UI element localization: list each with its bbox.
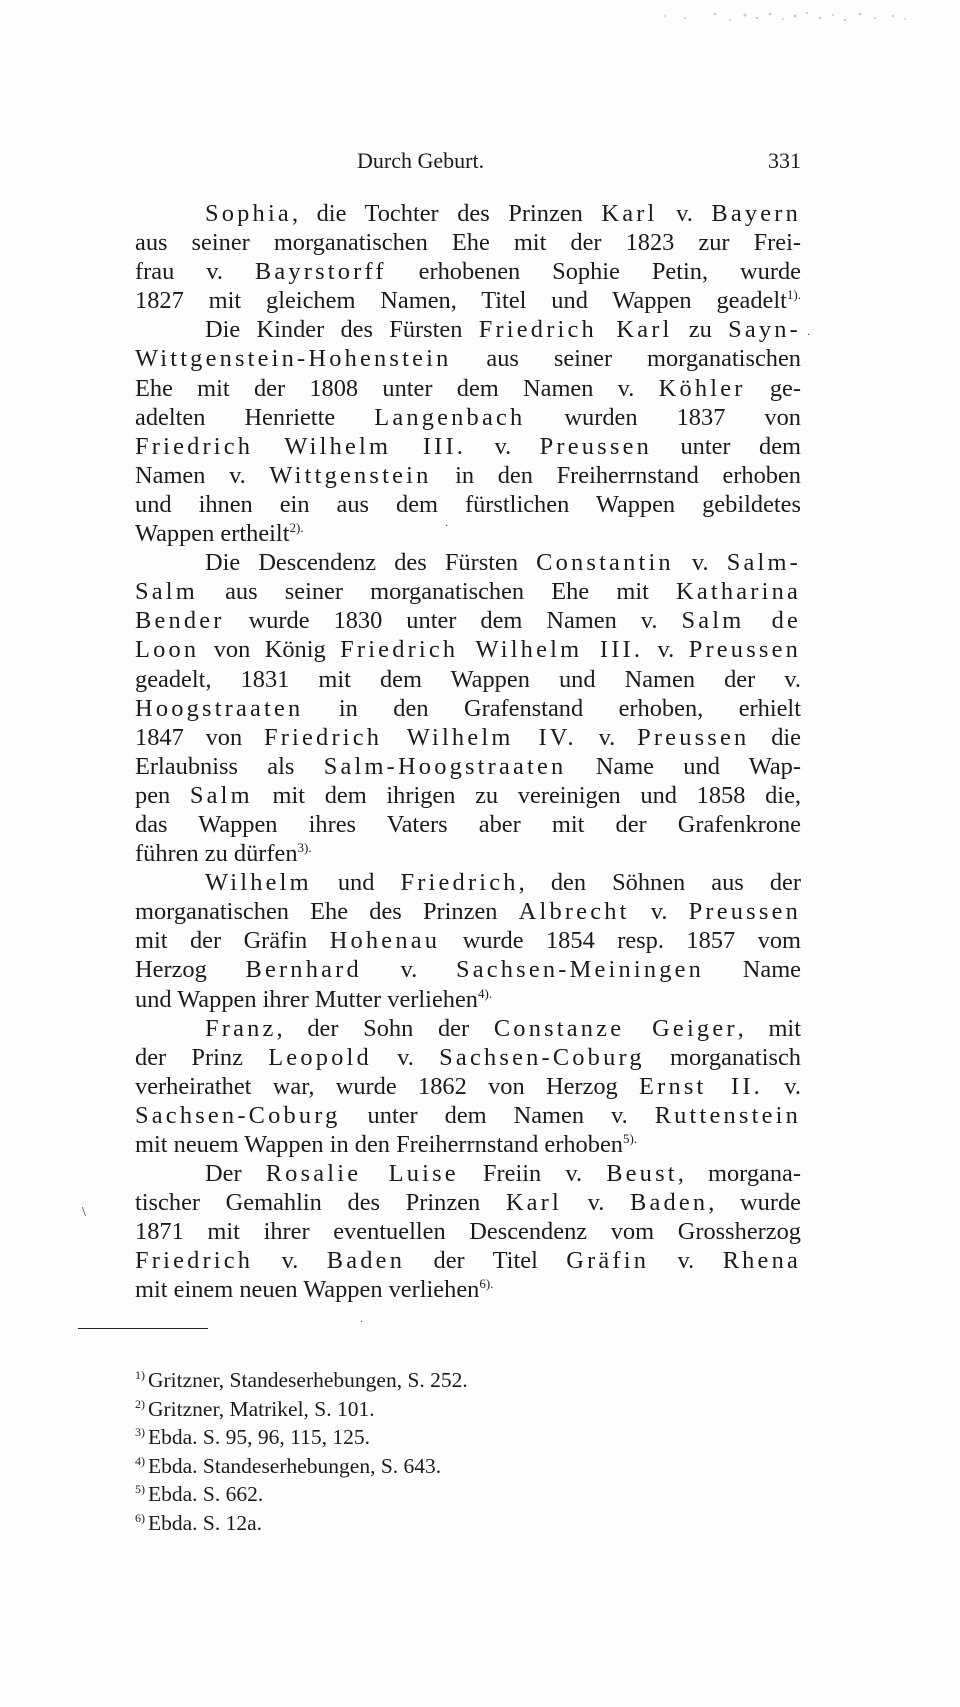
text-line bbox=[135, 1130, 801, 1159]
scan-speck: · bbox=[807, 330, 811, 341]
paragraph-5 bbox=[135, 1014, 801, 1159]
text-run: mit der Gräfin bbox=[135, 927, 330, 955]
text-run: führen zu dürfen bbox=[135, 840, 298, 868]
text-run: aus seiner morganatischen Ehe mit bbox=[197, 578, 677, 606]
running-title: Durch Geburt. bbox=[357, 148, 485, 173]
spaced-name: Loon bbox=[135, 636, 200, 664]
text-line bbox=[135, 461, 801, 490]
spaced-name: Friedrich Karl bbox=[478, 316, 673, 344]
text-line bbox=[135, 344, 801, 373]
spaced-name: Beust bbox=[606, 1160, 678, 1188]
paragraph-3 bbox=[135, 548, 801, 868]
text-run: von König bbox=[199, 636, 341, 664]
text-run: unter dem Namen v. bbox=[340, 1101, 655, 1129]
text-run: wurden 1837 von bbox=[525, 403, 801, 431]
text-run: wurde 1830 unter dem Namen v. bbox=[224, 607, 682, 635]
text-line bbox=[135, 577, 801, 606]
footnote-mark: 5) bbox=[135, 1482, 145, 1496]
footnote-ref: 5). bbox=[622, 1131, 638, 1146]
footnote-text: Gritzner, Matrikel, S. 101. bbox=[148, 1396, 375, 1421]
spaced-name: Gräfin bbox=[566, 1247, 650, 1275]
footnote bbox=[135, 1395, 775, 1424]
text-run: 1827 mit gleichem Namen, Titel und Wappen geadelt bbox=[135, 287, 787, 315]
text-line bbox=[135, 548, 801, 577]
footnote-separator bbox=[78, 1328, 208, 1329]
spaced-name: Franz bbox=[205, 1014, 277, 1042]
text-line: aus seiner morganatischen Ehe mit der 1823 zur Frei- bbox=[135, 229, 801, 257]
spaced-name: Albrecht bbox=[518, 898, 630, 926]
text-line bbox=[135, 926, 801, 955]
text-line bbox=[135, 432, 801, 461]
text-run: v. bbox=[253, 1247, 327, 1275]
text-line bbox=[135, 1043, 801, 1072]
text-run: in den Grafenstand erhoben, erhielt bbox=[303, 694, 801, 722]
spaced-name: Sachsen-Coburg bbox=[135, 1101, 341, 1129]
text-run: v. bbox=[629, 898, 689, 926]
spaced-name: Salm bbox=[135, 578, 198, 606]
paragraph-4 bbox=[135, 868, 801, 1013]
spaced-name: Langenbach bbox=[374, 403, 526, 431]
text-run: Name und Wap- bbox=[566, 752, 801, 780]
text-run: v. bbox=[762, 1072, 801, 1100]
spaced-name: Ruttenstein bbox=[654, 1101, 801, 1129]
text-run: erhobenen Sophie Petin, wurde bbox=[386, 258, 801, 286]
text-line: geadelt, 1831 mit dem Wappen und Namen der v. bbox=[135, 665, 801, 693]
text-run: mit einem neuen Wappen verliehen bbox=[135, 1276, 480, 1304]
text-run: v. bbox=[673, 549, 727, 577]
spaced-name: Preussen bbox=[688, 636, 801, 664]
text-run: Wappen ertheilt bbox=[135, 520, 290, 548]
text-run: v. bbox=[649, 1247, 723, 1275]
text-run: , der Sohn der bbox=[276, 1014, 494, 1042]
text-run: Freiin v. bbox=[458, 1160, 607, 1188]
spaced-name: Bender bbox=[135, 607, 225, 635]
text-run: 1847 von bbox=[135, 723, 264, 751]
text-line bbox=[135, 403, 801, 432]
footnote-text: Ebda. S. 95, 96, 115, 125. bbox=[148, 1425, 370, 1449]
paragraph-2 bbox=[135, 315, 801, 548]
spaced-name: Karl bbox=[601, 200, 658, 227]
text-line bbox=[135, 199, 801, 228]
spaced-name: Sophia bbox=[205, 200, 292, 227]
spaced-name: Preussen bbox=[539, 432, 652, 460]
spaced-name: Friedrich Wilhelm III. bbox=[135, 432, 467, 460]
text-run: der Titel bbox=[405, 1247, 567, 1275]
spaced-name: Friedrich bbox=[400, 869, 519, 897]
spaced-name: Bayern bbox=[711, 200, 801, 227]
spaced-name: Wittgenstein-Hohenstein bbox=[135, 345, 452, 373]
footnote-text: Ebda. S. 662. bbox=[148, 1482, 264, 1506]
spaced-name: Constanze Geiger bbox=[493, 1014, 738, 1042]
text-run: v. bbox=[371, 1043, 440, 1071]
spaced-name: Salm de bbox=[681, 607, 801, 635]
text-line bbox=[135, 1246, 801, 1275]
spaced-name: Salm- bbox=[726, 549, 801, 577]
text-run: verheirathet war, wurde 1862 von Herzog bbox=[135, 1072, 640, 1100]
paragraph-1 bbox=[135, 199, 801, 315]
footnotes bbox=[135, 1366, 775, 1537]
scan-speck: · bbox=[360, 1317, 364, 1328]
body-text bbox=[135, 199, 801, 1305]
scan-noise bbox=[655, 6, 915, 30]
text-run: v. bbox=[657, 200, 712, 227]
spaced-name: Leopold bbox=[268, 1043, 372, 1071]
spaced-name: Salm bbox=[189, 781, 253, 809]
text-run: morganatisch bbox=[644, 1043, 801, 1071]
text-line bbox=[135, 1275, 801, 1304]
text-run: , morgana- bbox=[677, 1160, 801, 1188]
footnote bbox=[135, 1509, 775, 1538]
text-run: , die Tochter des Prinzen bbox=[291, 200, 602, 227]
text-run: morganatischen Ehe des Prinzen bbox=[135, 898, 519, 926]
spaced-name: Hoogstraaten bbox=[135, 694, 304, 722]
text-line bbox=[135, 286, 801, 315]
footnote-text: Ebda. S. 12a. bbox=[148, 1510, 263, 1535]
footnote-ref: 2). bbox=[289, 520, 304, 536]
text-run: ge- bbox=[745, 374, 801, 402]
text-run: Ehe mit der 1808 unter dem Namen v. bbox=[135, 374, 659, 402]
spaced-name: Friedrich bbox=[135, 1247, 254, 1275]
text-run: , wurde bbox=[708, 1189, 801, 1217]
scan-speck: · bbox=[445, 521, 449, 532]
text-line bbox=[135, 723, 801, 752]
text-line bbox=[135, 257, 801, 286]
spaced-name: Bernhard bbox=[245, 956, 362, 984]
spaced-name: Preussen bbox=[637, 723, 750, 751]
text-line bbox=[135, 1072, 801, 1101]
text-line bbox=[135, 315, 801, 344]
text-run: v. bbox=[466, 432, 540, 460]
spaced-name: Bayrstorff bbox=[254, 258, 387, 286]
footnote-mark: 4) bbox=[135, 1453, 145, 1468]
spaced-name: Preussen bbox=[688, 898, 801, 926]
text-run: Der bbox=[205, 1160, 266, 1188]
running-header bbox=[135, 148, 801, 178]
spaced-name: Sachsen-Coburg bbox=[439, 1043, 645, 1071]
spaced-name: Wittgenstein bbox=[269, 461, 432, 489]
text-line bbox=[135, 897, 801, 926]
footnote bbox=[135, 1366, 775, 1395]
text-line bbox=[135, 1014, 801, 1043]
footnote-ref: 3). bbox=[297, 840, 312, 856]
footnote-mark: 3) bbox=[135, 1425, 145, 1439]
text-run: Die Kinder des Fürsten bbox=[205, 316, 479, 344]
text-run: der Prinz bbox=[135, 1043, 269, 1071]
text-line bbox=[135, 1101, 801, 1130]
spaced-name: Baden bbox=[629, 1189, 709, 1217]
spaced-name: Baden bbox=[326, 1247, 406, 1275]
text-run: mit dem ihrigen zu vereinigen und 1858 die, bbox=[252, 781, 801, 809]
spaced-name: Friedrich Wilhelm III. bbox=[340, 636, 644, 664]
spaced-name: Karl bbox=[505, 1189, 562, 1217]
text-line bbox=[135, 1188, 801, 1217]
spaced-name: Köhler bbox=[658, 374, 746, 402]
spaced-name: Sayn- bbox=[728, 316, 801, 344]
text-run: adelten Henriette bbox=[135, 403, 375, 431]
footnote-ref: 4). bbox=[478, 985, 493, 1001]
text-run: Herzog bbox=[135, 956, 246, 984]
footnote-ref: 1). bbox=[786, 287, 801, 303]
text-line bbox=[135, 781, 801, 810]
text-run: und Wappen ihrer Mutter verliehen bbox=[135, 985, 479, 1013]
text-run: die bbox=[749, 723, 801, 751]
text-run: Erlaubniss als bbox=[135, 752, 324, 780]
text-line bbox=[135, 985, 801, 1014]
text-run: tischer Gemahlin des Prinzen bbox=[135, 1189, 506, 1217]
text-line bbox=[135, 635, 801, 664]
footnote-text: Ebda. Standeserhebungen, S. 643. bbox=[148, 1453, 442, 1478]
text-line bbox=[135, 868, 801, 897]
text-run: pen bbox=[135, 781, 190, 809]
footnote bbox=[135, 1452, 775, 1481]
text-line: und ihnen ein aus dem fürstlichen Wappen gebildetes bbox=[135, 490, 801, 518]
text-run: und bbox=[311, 869, 401, 897]
spaced-name: Salm-Hoogstraaten bbox=[323, 752, 567, 780]
text-run: mit neuem Wappen in den Freiherrnstand erhoben bbox=[135, 1131, 623, 1158]
spaced-name: Hohenau bbox=[329, 927, 441, 955]
footnote bbox=[135, 1423, 775, 1452]
page-number: 331 bbox=[768, 148, 801, 173]
text-run: , den Söhnen aus der bbox=[518, 869, 801, 897]
spaced-name: Rosalie Luise bbox=[265, 1160, 459, 1188]
text-line bbox=[135, 839, 801, 868]
text-run: v. bbox=[361, 956, 456, 984]
text-run: , mit bbox=[737, 1014, 801, 1042]
spaced-name: Wilhelm bbox=[205, 869, 312, 897]
text-run: in den Freiherrnstand erhoben bbox=[431, 461, 801, 489]
paragraph-6 bbox=[135, 1159, 801, 1304]
text-line bbox=[135, 519, 801, 548]
spaced-name: Rhena bbox=[722, 1247, 801, 1275]
text-line bbox=[135, 1159, 801, 1188]
footnote-text: Gritzner, Standeserhebungen, S. 252. bbox=[148, 1368, 468, 1392]
text-run: Name bbox=[704, 956, 801, 984]
text-line bbox=[135, 955, 801, 984]
footnote-mark: 1) bbox=[135, 1368, 145, 1382]
footnote-mark: 2) bbox=[135, 1396, 145, 1411]
footnote-mark: 6) bbox=[135, 1510, 145, 1525]
text-run: Namen v. bbox=[135, 461, 270, 489]
text-line: 1871 mit ihrer eventuellen Descendenz vom Grossherzog bbox=[135, 1218, 801, 1246]
text-run: aus seiner morganatischen bbox=[451, 345, 801, 373]
text-run: zu bbox=[672, 316, 729, 344]
text-run: v. bbox=[576, 723, 638, 751]
text-line: das Wappen ihres Vaters aber mit der Grafenkrone bbox=[135, 810, 801, 838]
text-run: v. bbox=[561, 1189, 630, 1217]
text-run: frau v. bbox=[135, 258, 255, 286]
spaced-name: Friedrich Wilhelm IV. bbox=[263, 723, 577, 751]
spaced-name: Katharina bbox=[676, 578, 801, 606]
text-line bbox=[135, 694, 801, 723]
scan-mark: \ bbox=[82, 1205, 86, 1220]
text-line bbox=[135, 606, 801, 635]
spaced-name: Ernst II. bbox=[639, 1072, 763, 1100]
text-run: wurde 1854 resp. 1857 vom bbox=[440, 927, 801, 955]
footnote bbox=[135, 1480, 775, 1509]
text-line bbox=[135, 752, 801, 781]
text-line bbox=[135, 374, 801, 403]
footnote-ref: 6). bbox=[479, 1276, 494, 1292]
spaced-name: Sachsen-Meiningen bbox=[455, 956, 705, 984]
text-run: v. bbox=[643, 636, 689, 664]
text-run: Die Descendenz des Fürsten bbox=[205, 549, 537, 577]
text-run: unter dem bbox=[652, 432, 801, 460]
spaced-name: Constantin bbox=[536, 549, 674, 577]
